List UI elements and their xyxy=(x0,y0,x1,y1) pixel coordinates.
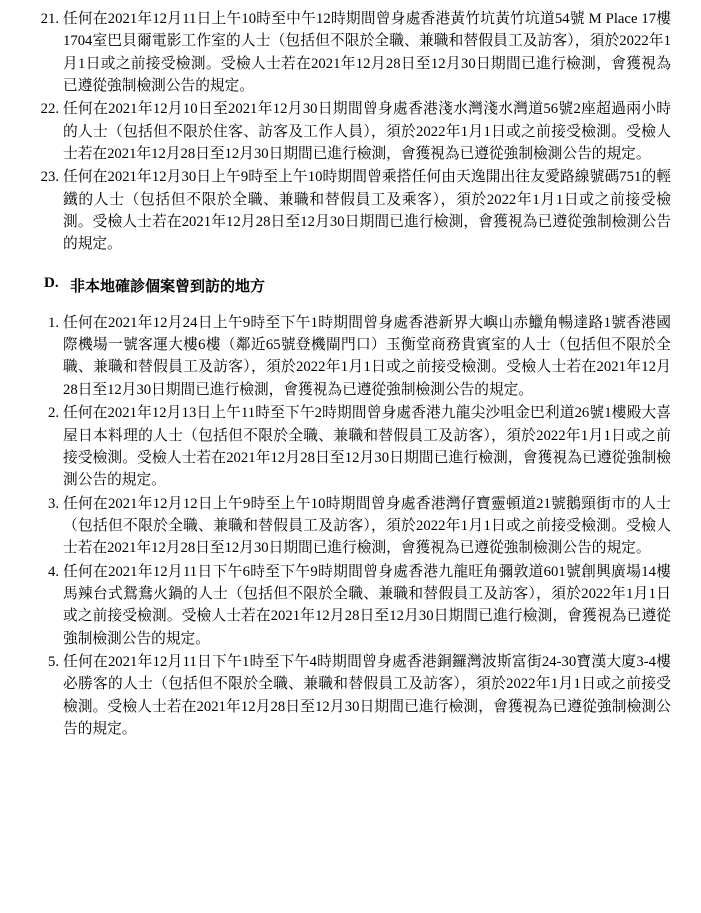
list-item xyxy=(33,561,671,650)
compulsory-testing-list-c xyxy=(33,8,671,256)
list-item-text: 任何在2021年12月12日上午9時至上午10時期間曾身處香港灣仔寶靈頓道21號鵝頸街市的人士（包括但不限於全職、兼職和替假員工及訪客），須於2022年1月1日或之前接受檢測。受檢人士若在2021年12月28日至12月30日期間已進行檢測，會獲視為已遵從強制檢測公告的規定。 xyxy=(63,495,671,557)
section-heading-d xyxy=(33,275,671,296)
list-item-number: 3. xyxy=(47,495,59,512)
list-item-number: 5. xyxy=(47,653,59,670)
list-item-number: 4. xyxy=(47,563,59,580)
section-letter: D. xyxy=(44,274,59,291)
list-item-text: 任何在2021年12月13日上午11時至下午2時期間曾身處香港九龍尖沙咀金巴利道26號1樓殿大喜屋日本料理的人士（包括但不限於全職、兼職和替假員工及訪客），須於2022年1月1日或之前接受檢測。受檢人士若在2021年12月28日至12月30日期間已進行檢測，會獲視為已遵從強制檢測公告的規定。 xyxy=(63,405,671,489)
list-item-text: 任何在2021年12月10日至2021年12月30日期間曾身處香港淺水灣淺水灣道56號2座超過兩小時的人士（包括但不限於住客、訪客及工作人員），須於2022年1月1日或之前接受檢測。受檢人士若在2021年12月28日至12月30日期間已進行檢測，會獲視為已遵從強制檢測公告的規定。 xyxy=(63,101,671,163)
list-item-text: 任何在2021年12月11日下午1時至下午4時期間曾身處香港銅鑼灣波斯富街24-30寶漢大廈3-4樓必勝客的人士（包括但不限於全職、兼職和替假員工及訪客），須於2022年1月1日或之前接受檢測。受檢人士若在2021年12月28日至12月30日期間已進行檢測，會獲視為已遵從強制檢測公告的規定。 xyxy=(63,653,671,737)
document-content xyxy=(33,8,671,741)
list-item xyxy=(33,98,671,165)
list-item-number: 1. xyxy=(47,314,59,331)
list-item xyxy=(33,402,671,491)
list-item-text: 任何在2021年12月11日下午6時至下午9時期間曾身處香港九龍旺角彌敦道601號創興廣場14樓馬辣台式鴛鴦火鍋的人士（包括但不限於全職、兼職和替假員工及訪客），須於2022年1月1日或之前接受檢測。受檢人士若在2021年12月28日至12月30日期間已進行檢測，會獲視為已遵從強制檢測公告的規定。 xyxy=(63,563,671,647)
list-item-text: 任何在2021年12月11日上午10時至中午12時期間曾身處香港黃竹坑黃竹坑道54號 M Place 17樓1704室巴貝爾電影工作室的人士（包括但不限於全職、兼職和替假員工及訪客），須於2022年1月1日或之前接受檢測。受檢人士若在2021年12月28日至12月30日期間已進行檢測，會獲視為已遵從強制檢測公告的規定。 xyxy=(63,11,671,95)
list-item xyxy=(33,651,671,740)
section-title: 非本地確診個案曾到訪的地方 xyxy=(70,278,266,295)
list-item xyxy=(33,312,671,401)
list-item-text: 任何在2021年12月24日上午9時至下午1時期間曾身處香港新界大嶼山赤鱲角暢達路1號香港國際機場一號客運大樓6樓（鄰近65號登機閘門口）玉衡堂商務貴賓室的人士（包括但不限於全職、兼職和替假員工及訪客），須於2022年1月1日或之前接受檢測。受檢人士若在2021年12月28日至12月30日期間已進行檢測，會獲視為已遵從強制檢測公告的規定。 xyxy=(63,314,671,398)
list-item xyxy=(33,493,671,560)
compulsory-testing-list-d xyxy=(33,312,671,741)
list-item xyxy=(33,8,671,97)
list-item-number: 22. xyxy=(40,101,59,118)
list-item-number: 21. xyxy=(40,11,59,27)
list-item-number: 2. xyxy=(47,405,59,422)
list-item-number: 23. xyxy=(40,169,59,186)
list-item xyxy=(33,166,671,255)
list-item-text: 任何在2021年12月30日上午9時至上午10時期間曾乘搭任何由天逸開出往友愛路線號碼751的輕鐵的人士（包括但不限於全職、兼職和替假員工及乘客），須於2022年1月1日或之前接受檢測。受檢人士若在2021年12月28日至12月30日期間已進行檢測，會獲視為已遵從強制檢測公告的規定。 xyxy=(63,169,671,253)
